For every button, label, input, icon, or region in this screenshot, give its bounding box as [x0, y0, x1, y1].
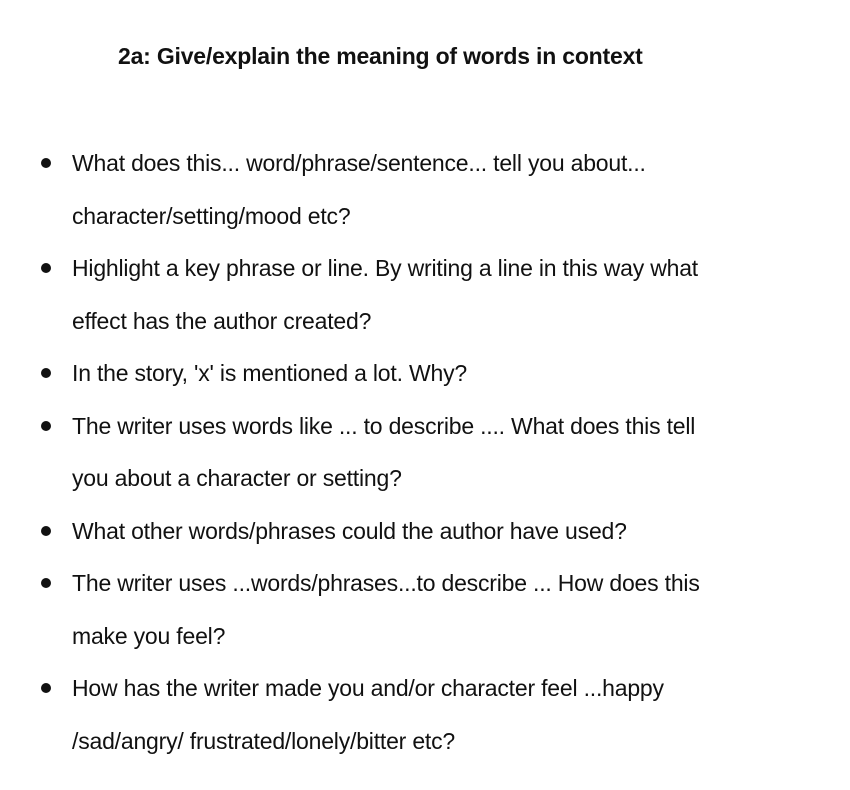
list-item: [40, 505, 830, 558]
list-item-line: In the story, 'x' is mentioned a lot. Why?: [72, 360, 467, 386]
list-item-line: effect has the author created?: [72, 307, 372, 334]
list-item-line: What other words/phrases could the author have used?: [72, 517, 627, 544]
list-item: [40, 347, 830, 400]
list-item-line: How has the writer made you and/or character feel ...happy: [72, 675, 664, 701]
bullet-icon: [41, 421, 51, 431]
list-item: [40, 557, 830, 662]
page-title: 2a: Give/explain the meaning of words in context: [118, 43, 643, 69]
list-item: [40, 662, 830, 767]
list-item-line: character/setting/mood etc?: [72, 202, 351, 229]
list-item: [40, 137, 830, 242]
bullet-icon: [41, 526, 51, 536]
bullet-icon: [41, 683, 51, 693]
bullet-icon: [41, 263, 51, 273]
bullet-icon: [41, 368, 51, 378]
bullet-icon: [41, 578, 51, 588]
list-item-line: The writer uses ...words/phrases...to describe ... How does this: [72, 570, 700, 596]
list-item-line: you about a character or setting?: [72, 465, 402, 491]
list-item-line: make you feel?: [72, 622, 226, 649]
list-item-line: /sad/angry/ frustrated/lonely/bitter etc?: [72, 727, 456, 754]
list-item: [40, 242, 830, 347]
list-item: [40, 400, 830, 505]
question-list: [40, 137, 830, 767]
list-item-line: What does this... word/phrase/sentence... tell you about...: [72, 150, 646, 176]
bullet-icon: [41, 158, 51, 168]
list-item-line: The writer uses words like ... to describe .... What does this tell: [72, 412, 696, 439]
list-item-line: Highlight a key phrase or line. By writing a line in this way what: [72, 255, 698, 281]
